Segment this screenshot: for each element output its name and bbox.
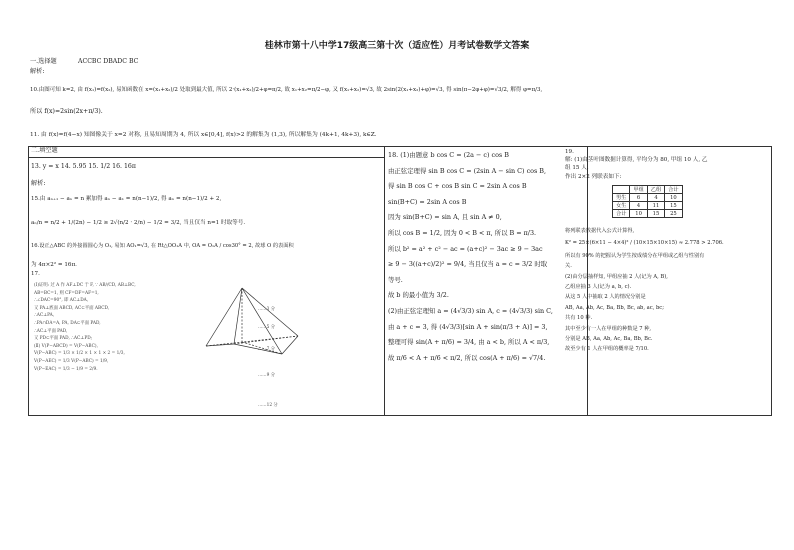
table-cell: 合计 [613, 210, 630, 218]
table-cell: 4 [630, 202, 647, 210]
q17-line: (Ⅰ)证明: 过 A 作 AF⊥DC 于 F, ∵ AB//CD, AB⊥BC, [34, 283, 136, 288]
q19-line: 解: (1)由茎叶图数据计算得, 平均分为 80, 甲组 10 人, 乙 [565, 157, 708, 164]
table-cell: 男生 [613, 194, 630, 202]
q17-line: AB=BC=1, 则 CF=DF=AF=1, [34, 290, 99, 296]
table-row [613, 202, 683, 210]
q19-line: 乙组应抽 3 人(记为 a, b, c). [565, 284, 632, 291]
table-cell: 15 [665, 202, 682, 210]
q19-line: 分别是 AB, Aa, Ab, Ac, Ba, Bb, Bc. [565, 336, 653, 343]
score-mark: ……7 分 [258, 347, 275, 352]
q17-line: 又 PA⊥底面 ABCD, AC⊂平面 ABCD, [34, 305, 110, 311]
table-header-row [613, 186, 683, 194]
section2-analysis: 解析: [31, 180, 46, 187]
table-cell: 10 [630, 210, 647, 218]
q19-line: 19. [565, 149, 574, 155]
q18-line: (2)由正弦定理知 a = (4√3/3) sin A, c = (4√3/3) sin C, [388, 306, 553, 315]
q17-line: 又 PD⊂平面 PAD, ∴AC⊥PD; [34, 336, 93, 342]
q11-text: 11. 由 f(x)=f(4−x) 知图像关于 x=2 对称, 且易知周期为 4, 所以 x∈[0,4], f(x)>2 的解集为 (1,3), 所以解集为 (4k+1, 4k+3), k∈Z. [30, 132, 377, 138]
q15-line1: 15.由 aₙ₊₁ − aₙ = n 累加得 aₙ − a₁ = n(n−1)/2, 得 aₙ = n(n−1)/2 + 2, [31, 196, 222, 202]
table-header-cell [613, 186, 630, 194]
q19-line: 作出 2×2 列联表如下: [565, 173, 622, 180]
section2-heading-divider [29, 157, 384, 158]
table-row [613, 210, 683, 218]
pyramid-figure [200, 284, 310, 362]
q19-line: 所以有 90% 的把握认为学生按成绩分在甲组或乙组与性别有 [565, 252, 705, 259]
section1-answers: ACCBC DBADC BC [78, 58, 139, 65]
q18-line: 由 a + c = 3, 得 (4√3/3)[sin A + sin(π/3 + A)] = 3, [388, 322, 548, 331]
table-header-cell: 乙组 [647, 186, 664, 194]
table-cell: 6 [630, 194, 647, 202]
table-cell: 4 [647, 194, 664, 202]
score-mark: ……5 分 [258, 325, 275, 330]
q18-line: 18. (1)由题意 b cos C = (2a − c) cos B [388, 151, 509, 159]
q10-line1: 10.由图可知 k=2, 由 f(x₁)=f(x₂), 易知函数在 x=(x₁+x₂)/2 处取到最大值, 所以 2·(x₁+x₂)/2+φ=π/2, 故 x₁+x₂=π/2−φ, 又 f(x₁+x₂)=√3, 故 2sin(2(x₁+x₂)+φ)=√3, 得 sin(π−2φ+φ)=√3/2, 解得 φ=π/3, [30, 87, 543, 93]
column-divider-1 [384, 147, 385, 415]
q18-line: 等号. [388, 275, 403, 284]
table-header-cell: 合计 [665, 186, 682, 194]
q19-line: (2)由分层抽样知, 甲组应抽 2 人(记为 A, B), [565, 273, 668, 280]
q17-line: V(P−EAC) = 1/3 − 1/9 = 2/9. [34, 366, 98, 372]
contingency-table [612, 185, 683, 218]
section2-answers: 13. y = x 14. 5.95 15. 1/2 16. 16π [31, 163, 136, 170]
q18-line: 故 π/6 < A + π/6 < π/2, 所以 cos(A + π/6) = √7/4. [388, 353, 546, 362]
q17-line: ∴PA∩DA=A, PA, DA⊂平面 PAD, [34, 320, 101, 326]
q10-line2: 所以 f(x)=2sin(2x+π/3). [30, 108, 103, 115]
section2-heading: 二.填空题 [31, 147, 58, 154]
q19-line: K² = 25×(6×11 − 4×4)² / (10×15×10×15) ≈ 2.778 > 2.706. [565, 240, 724, 247]
q19-line: 关. [565, 263, 572, 270]
q18-line: 因为 sin(B+C) = sin A, 且 sin A ≠ 0, [388, 213, 502, 222]
q19-line: AB, Aa, Ab, Ac, Ba, Bb, Bc, ab, ac, bc; [565, 304, 664, 311]
q18-line: 所以 b² = a² + c² − ac = (a+c)² − 3ac ≥ 9 − 3ac [388, 244, 543, 253]
q16-line1: 16.设正△ABC 的外接圆圆心为 O₁, 易知 AO₁=√3, 在 Rt△OO₁A 中, OA = O₁A / cos30° = 2, 故球 O 的表面积 [31, 243, 294, 249]
q17-line: ∴∠DAC=90°, 即 AC⊥DA, [34, 298, 89, 304]
table-cell: 25 [665, 210, 682, 218]
q17-line: V(P−AEC) = 1/3 V(P−ABC) = 1/9, [34, 358, 109, 364]
table-header-cell: 甲组 [630, 186, 647, 194]
q19-line: 其中至少有一人在甲组的种数是 7 种, [565, 325, 652, 332]
q17-line: V(P−ABC) = 1/3 × 1/2 × 1 × 1 × 2 = 1/3, [34, 351, 125, 357]
q19-line: 将列联表数据代入公式计算得, [565, 228, 635, 234]
q18-line: 得 sin B cos C + cos B sin C = 2sin A cos B [388, 182, 527, 191]
q18-line: 故 b 的最小值为 3/2. [388, 291, 449, 300]
q17-label: 17. [31, 271, 40, 277]
q17-line: ∴AC⊥PA, [34, 313, 55, 319]
q19-bottom [565, 226, 724, 355]
table-cell: 10 [665, 194, 682, 202]
q19-line: 从这 5 人中抽取 2 人的情况分别是 [565, 294, 646, 301]
q18-line: 由正弦定理得 sin B cos C = (2sin A − sin C) cos B, [388, 166, 547, 175]
q18-line: 整理可得 sin(A + π/6) = 3/4, 由 a < b, 所以 A < π/3, [388, 338, 550, 347]
table-cell: 女生 [613, 202, 630, 210]
q15-line2: aₙ/n = n/2 + 1/(2n) − 1/2 ≥ 2√(n/2 · 2/n) − 1/2 = 3/2, 当且仅当 n=1 时取等号. [31, 220, 246, 226]
q18-line: sin(B+C) = 2sin A cos B [388, 197, 467, 206]
table-cell: 11 [647, 202, 664, 210]
document-title: 桂林市第十八中学17级高三第十次（适应性）月考试卷数学文答案 [264, 41, 530, 51]
q18-line: 所以 cos B = 1/2, 因为 0 < B < π, 所以 B = π/3. [388, 228, 537, 237]
q17-line: ∴AC⊥平面 PAD, [34, 328, 68, 334]
q18-line: ≥ 9 − 3((a+c)/2)² = 9/4, 当且仅当 a = c = 3/2 时取 [388, 260, 548, 269]
table-row [613, 194, 683, 202]
q19-line: 故至少有 1 人在甲组的概率是 7/10. [565, 346, 649, 353]
q17-solution [34, 282, 136, 373]
score-mark: ……12 分 [258, 403, 278, 408]
q17-line: (Ⅱ) V(P−ABCD) = V(P−ABC), [34, 343, 98, 349]
q19-line: 组 15 人. [565, 165, 589, 172]
section1-analysis: 解析: [30, 68, 45, 75]
score-mark: ……3 分 [258, 307, 275, 312]
score-mark: ……9 分 [258, 373, 275, 378]
q19-line: 共有 10 种. [565, 315, 593, 322]
q19-top [565, 148, 708, 181]
q16-line2: 为 4π×2² = 16π. [31, 262, 77, 268]
section1-heading: 一.选择题 [30, 58, 57, 65]
table-cell: 15 [647, 210, 664, 218]
q18-solution [388, 148, 553, 366]
